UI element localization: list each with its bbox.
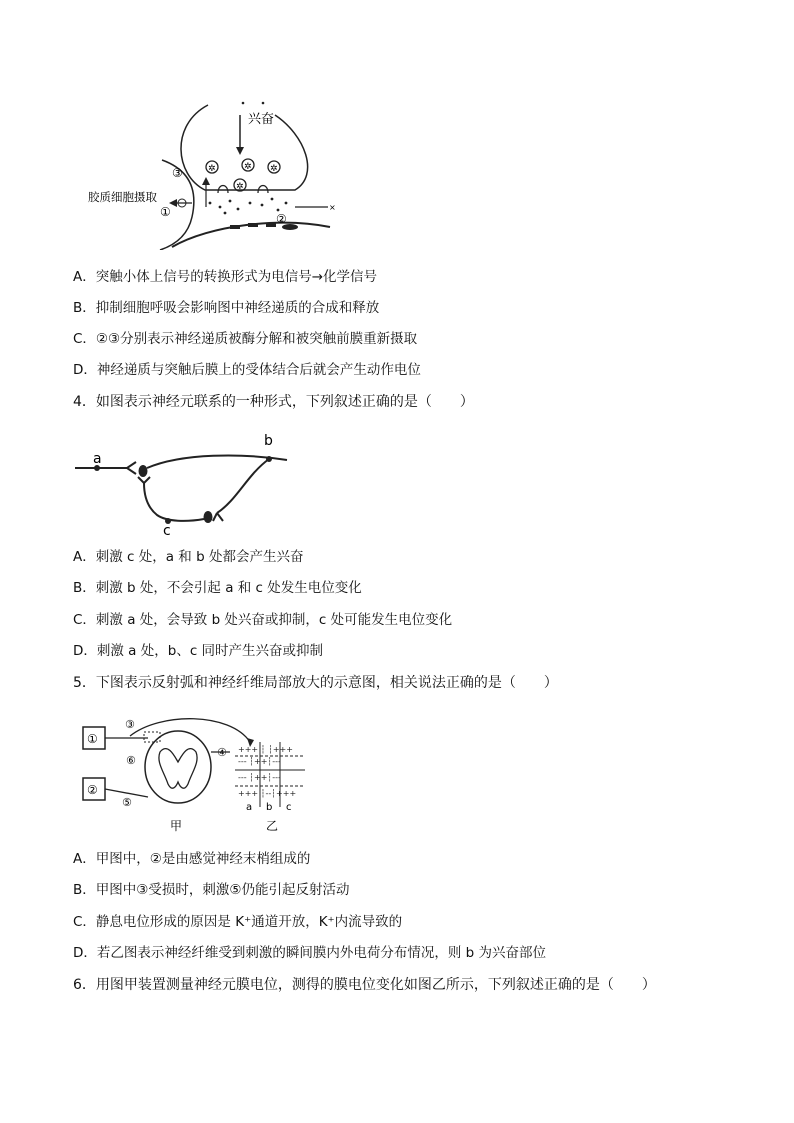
q4-option-d: D．刺激 a 处，b、c 同时产生兴奋或抑制 [73,643,324,659]
q3-option-b: B．抑制细胞呼吸会影响图中神经递质的合成和释放 [73,300,380,316]
n5-label: ⑤ [122,796,132,809]
svg-text:✲: ✲ [236,182,244,192]
num2-label: ② [276,212,287,226]
svg-text:--- ┆++┆---: --- ┆++┆--- [238,773,281,782]
label-c: c [163,523,171,539]
q5-option-c: C．静息电位形成的原因是 K⁺通道开放，K⁺内流导致的 [73,914,403,930]
svg-text:+++ ┆ ┆+++: +++ ┆ ┆+++ [238,745,293,754]
svg-text:✲: ✲ [244,162,252,172]
synapse-figure [80,95,340,250]
q4-option-a: A．刺激 c 处，a 和 b 处都会产生兴奋 [73,549,304,565]
glia-label: 胶质细胞摄取 [88,190,157,204]
yi-label: 乙 [266,819,279,833]
excite-label: 兴奋 [248,112,275,127]
svg-text:✲: ✲ [270,164,278,174]
q4-option-b: B．刺激 b 处，不会引起 a 和 c 处发生电位变化 [73,580,362,596]
n6-label: ⑥ [126,754,136,767]
q3-option-a: A．突触小体上信号的转换形式为电信号→化学信号 [73,269,378,285]
q5-option-b: B．甲图中③受损时，刺激⑤仍能引起反射活动 [73,882,350,898]
svg-text:+++ ┆--┆+++: +++ ┆--┆+++ [238,789,297,798]
svg-text:✲: ✲ [208,164,216,174]
n3-label: ③ [125,718,135,731]
q4-stem: 4．如图表示神经元联系的一种形式，下列叙述正确的是（ ） [73,394,474,410]
num1-label: ① [160,205,171,219]
svg-text:--- ┆++┆---: --- ┆++┆--- [238,757,281,766]
num3-label: ③ [172,166,183,180]
n2-label: ② [87,783,98,797]
q4-option-c: C．刺激 a 处，会导致 b 处兴奋或抑制，c 处可能发生电位变化 [73,612,453,628]
label-a: a [93,451,102,467]
yi-c-label: c [286,802,292,813]
svg-text:×: × [329,203,336,212]
yi-b-label: b [266,802,273,813]
q3-option-c: C．②③分别表示神经递质被酶分解和被突触前膜重新摄取 [73,331,418,347]
reflex-arc-figure [80,712,310,837]
q5-stem: 5．下图表示反射弧和神经纤维局部放大的示意图，相关说法正确的是（ ） [73,675,558,691]
jia-label: 甲 [170,819,183,833]
yi-a-label: a [246,802,253,813]
q5-option-d: D．若乙图表示神经纤维受到刺激的瞬间膜内外电荷分布情况，则 b 为兴奋部位 [73,945,547,961]
q5-option-a: A．甲图中，②是由感觉神经末梢组成的 [73,851,311,867]
n1-label: ① [87,732,98,746]
q6-stem: 6．用图甲装置测量神经元膜电位，测得的膜电位变化如图乙所示，下列叙述正确的是（ ） [73,977,656,993]
q3-option-d: D．神经递质与突触后膜上的受体结合后就会产生动作电位 [73,362,421,378]
n4-label: ④ [217,746,227,759]
neuron-connection-figure [72,425,302,540]
label-b: b [264,433,273,449]
